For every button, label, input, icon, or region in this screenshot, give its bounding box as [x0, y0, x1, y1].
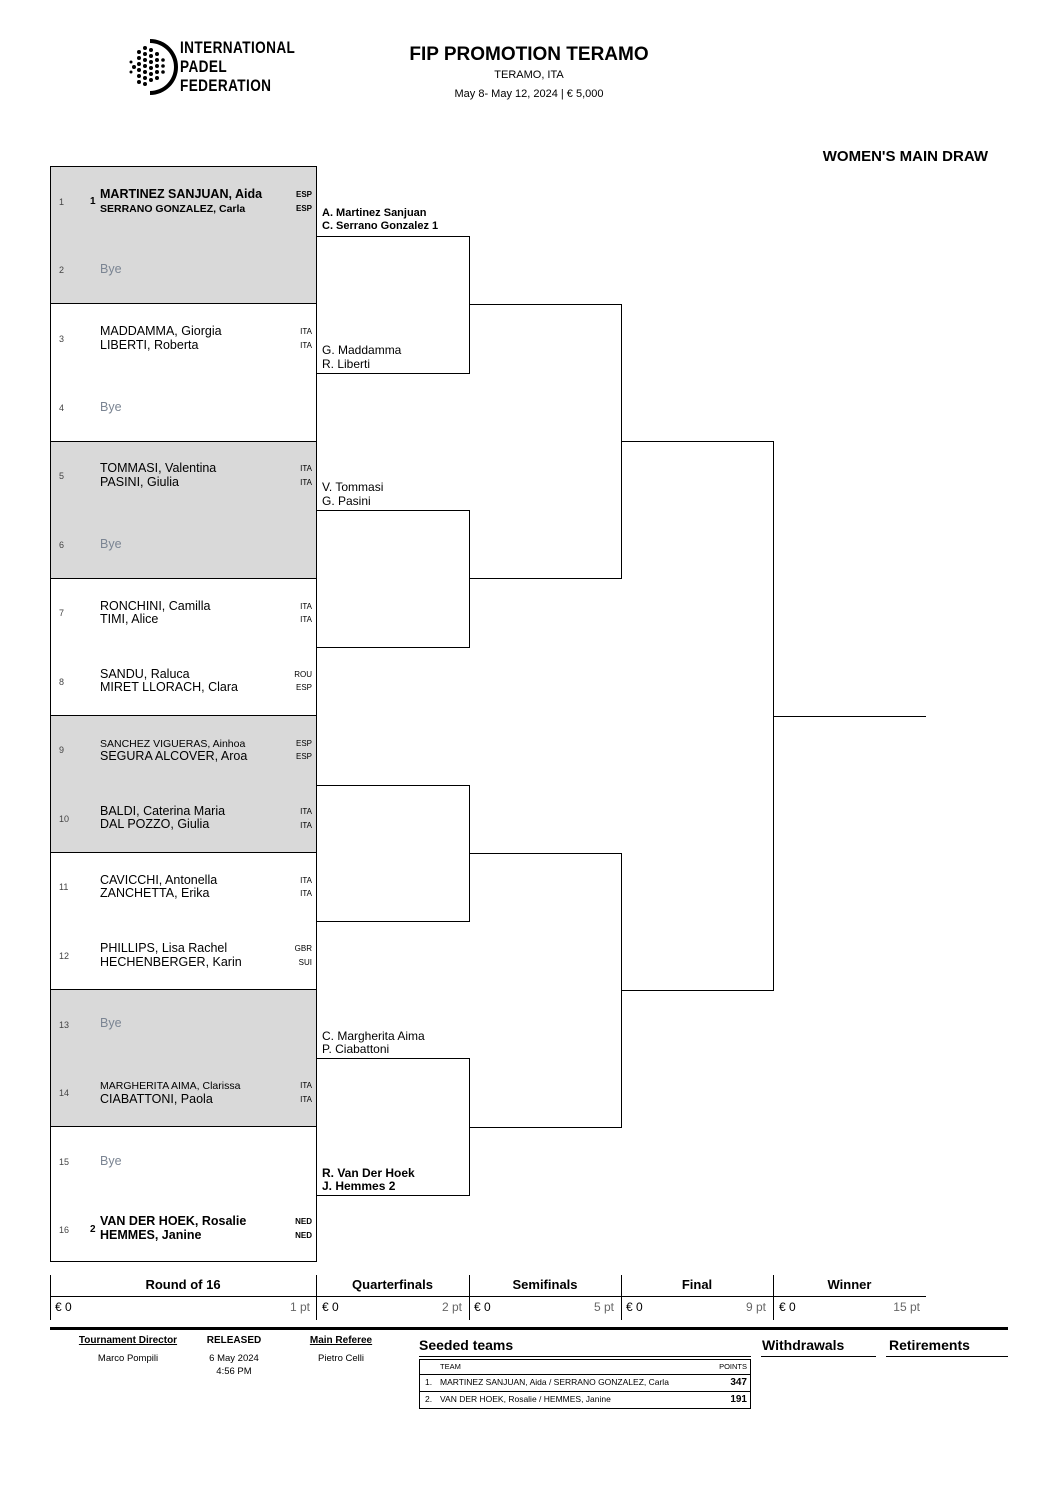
player-name: TIMI, Alice — [100, 612, 159, 626]
prize-money: € 0 — [626, 1300, 643, 1314]
player-name: HECHENBERGER, Karin — [100, 955, 242, 969]
qf-winner-name: G. Maddamma — [322, 343, 402, 357]
draw-box — [50, 166, 317, 1262]
player-name: SERRANO GONZALEZ, Carla — [100, 203, 246, 215]
bracket-line — [317, 647, 470, 648]
bracket-line — [469, 853, 622, 854]
withdrawals-underline — [761, 1356, 876, 1357]
round-header-final: Final — [681, 1277, 713, 1292]
draw-position: 13 — [59, 1020, 70, 1030]
player-name: RONCHINI, Camilla — [100, 599, 211, 613]
player-name: DAL POZZO, Giulia — [100, 817, 210, 831]
player-name: MARGHERITA AIMA, Clarissa — [100, 1080, 241, 1092]
footer-rule — [50, 1327, 1008, 1330]
team-name: MARTINEZ SANJUAN, Aida / SERRANO GONZALEZ, Carla — [440, 1377, 669, 1387]
bracket-line — [317, 1058, 470, 1059]
bracket-line — [469, 304, 622, 305]
country-code: NED — [295, 1217, 312, 1226]
draw-position: 4 — [59, 403, 65, 413]
bye-label: Bye — [100, 1154, 122, 1168]
player-name: LIBERTI, Roberta — [100, 338, 199, 352]
bracket-line — [317, 510, 470, 511]
qf-winner-name: C. Margherita Aima — [322, 1029, 425, 1043]
team-name: VAN DER HOEK, Rosalie / HEMMES, Janine — [440, 1394, 611, 1404]
seed-number: 1 — [90, 196, 96, 207]
director-name: Marco Pompili — [97, 1353, 159, 1364]
bracket-line — [621, 441, 774, 442]
bracket-line — [317, 373, 470, 374]
divider — [51, 441, 316, 442]
bracket-line — [317, 785, 470, 786]
bracket-line — [317, 236, 470, 237]
qf-winner-name: V. Tommasi — [322, 480, 384, 494]
team-points: 191 — [730, 1394, 747, 1405]
player-name: SANCHEZ VIGUERAS, Ainhoa — [100, 738, 246, 750]
country-code: ESP — [295, 190, 312, 199]
qf-winner-name: R. Liberti — [322, 357, 371, 371]
bye-label: Bye — [100, 400, 122, 414]
country-code: SUI — [298, 958, 312, 967]
seeded-teams-title: Seeded teams — [419, 1337, 514, 1353]
country-code: ITA — [300, 615, 312, 624]
gray-band — [51, 715, 316, 852]
divider — [51, 715, 316, 716]
points-header: POINTS — [719, 1362, 747, 1371]
table-row — [420, 1392, 750, 1408]
qf-winner-name: P. Ciabattoni — [322, 1042, 390, 1056]
player-name: SANDU, Raluca — [100, 667, 190, 681]
player-name: MADDAMMA, Giorgia — [100, 324, 222, 338]
country-code: ITA — [300, 1095, 312, 1104]
draw-position: 2 — [59, 265, 65, 275]
ranking-points: 15 pt — [893, 1300, 920, 1314]
table-header-row — [420, 1360, 750, 1375]
bye-label: Bye — [100, 537, 122, 551]
country-code: ITA — [300, 807, 312, 816]
country-code: ITA — [300, 821, 312, 830]
referee-name: Pietro Celli — [318, 1353, 364, 1364]
divider — [51, 989, 316, 990]
country-code: ITA — [300, 327, 312, 336]
draw-position: 14 — [59, 1088, 70, 1098]
player-name: MIRET LLORACH, Clara — [100, 680, 238, 694]
country-code: ITA — [300, 341, 312, 350]
country-code: ITA — [300, 876, 312, 885]
divider — [51, 578, 316, 579]
draw-position: 11 — [59, 882, 69, 892]
player-name: BALDI, Caterina Maria — [100, 804, 226, 818]
country-code: ROU — [294, 670, 312, 679]
draw-position: 9 — [59, 745, 65, 755]
draw-position: 12 — [59, 951, 70, 961]
qf-winner-name: G. Pasini — [322, 494, 371, 508]
seeded-underline — [419, 1356, 751, 1357]
country-code: ITA — [300, 602, 312, 611]
withdrawals-title: Withdrawals — [762, 1337, 845, 1353]
ranking-points: 9 pt — [745, 1300, 766, 1314]
player-name: CAVICCHI, Antonella — [100, 873, 218, 887]
bye-label: Bye — [100, 262, 122, 276]
logo-line: FEDERATION — [180, 76, 272, 95]
retirements-underline — [886, 1356, 1008, 1357]
qf-winner-name: R. Van Der Hoek — [322, 1166, 415, 1180]
team-points: 347 — [730, 1377, 747, 1388]
bracket-line — [469, 1127, 622, 1128]
tournament-location: TERAMO, ITA — [494, 69, 564, 81]
qf-winner-name: A. Martinez Sanjuan — [322, 207, 427, 219]
seed-rank: 2. — [425, 1394, 433, 1404]
player-name: PHILLIPS, Lisa Rachel — [100, 941, 228, 955]
tournament-title: FIP PROMOTION TERAMO — [409, 44, 649, 65]
team-header: TEAM — [440, 1362, 461, 1371]
bracket-line — [773, 716, 926, 717]
bracket-line — [469, 510, 470, 648]
draw-position: 3 — [59, 334, 65, 344]
draw-position: 10 — [59, 814, 70, 824]
round-header-r16: Round of 16 — [145, 1277, 221, 1292]
released-label: RELEASED — [206, 1335, 262, 1346]
table-row — [420, 1375, 750, 1392]
divider — [51, 1126, 316, 1127]
bracket-line — [621, 990, 774, 991]
player-name: TOMMASI, Valentina — [100, 461, 217, 475]
draw-position: 7 — [59, 608, 65, 618]
draw-position: 8 — [59, 677, 65, 687]
retirements-title: Retirements — [889, 1337, 970, 1353]
bracket-line — [317, 1195, 470, 1196]
draw-position: 16 — [59, 1225, 70, 1235]
director-label: Tournament Director — [78, 1335, 178, 1346]
country-code: NED — [295, 1231, 312, 1240]
player-name: CIABATTONI, Paola — [100, 1092, 213, 1106]
seeded-teams-table — [419, 1359, 751, 1409]
logo-line: PADEL — [180, 57, 228, 76]
ranking-points: 2 pt — [441, 1300, 462, 1314]
seed-number: 2 — [90, 1224, 96, 1235]
player-name: ZANCHETTA, Erika — [100, 886, 210, 900]
divider — [51, 303, 316, 304]
round-header-winner: Winner — [827, 1277, 872, 1292]
country-code: ESP — [295, 204, 312, 213]
prize-money: € 0 — [55, 1300, 72, 1314]
logo-line: INTERNATIONAL — [180, 38, 296, 57]
round-header-qf: Quarterfinals — [352, 1277, 433, 1292]
country-code: ITA — [300, 464, 312, 473]
prize-money: € 0 — [322, 1300, 339, 1314]
bye-label: Bye — [100, 1016, 122, 1030]
country-code: ESP — [295, 683, 312, 692]
qf-winner-name: J. Hemmes 2 — [322, 1179, 396, 1193]
ranking-points: 5 pt — [593, 1300, 614, 1314]
country-code: ESP — [295, 739, 312, 748]
released-time: 4:56 PM — [216, 1366, 252, 1377]
player-name: MARTINEZ SANJUAN, Aida — [100, 187, 263, 201]
released-date: 6 May 2024 — [209, 1353, 259, 1364]
bracket-line — [469, 578, 622, 579]
prize-money: € 0 — [779, 1300, 796, 1314]
table-border — [50, 1296, 926, 1297]
player-name: SEGURA ALCOVER, Aroa — [100, 749, 248, 763]
seed-rank: 1. — [425, 1377, 433, 1387]
round-header-sf: Semifinals — [512, 1277, 578, 1292]
ranking-points: 1 pt — [289, 1300, 310, 1314]
tournament-dates-prize: May 8- May 12, 2024 | € 5,000 — [454, 88, 604, 100]
country-code: ESP — [295, 752, 312, 761]
player-name: HEMMES, Janine — [100, 1228, 202, 1242]
referee-label: Main Referee — [309, 1335, 373, 1346]
player-name: VAN DER HOEK, Rosalie — [100, 1214, 247, 1228]
draw-name: WOMEN'S MAIN DRAW — [822, 148, 988, 165]
country-code: ITA — [300, 889, 312, 898]
qf-winner-name: C. Serrano Gonzalez 1 — [322, 220, 439, 232]
divider — [51, 852, 316, 853]
draw-position: 5 — [59, 471, 65, 481]
draw-position: 15 — [59, 1157, 70, 1167]
draw-position: 1 — [59, 197, 65, 207]
draw-position: 6 — [59, 540, 65, 550]
bracket-line — [469, 236, 470, 374]
player-name: PASINI, Giulia — [100, 475, 179, 489]
prize-money: € 0 — [474, 1300, 491, 1314]
country-code: ITA — [300, 478, 312, 487]
country-code: GBR — [294, 944, 312, 953]
bracket-line — [317, 921, 470, 922]
country-code: ITA — [300, 1081, 312, 1090]
